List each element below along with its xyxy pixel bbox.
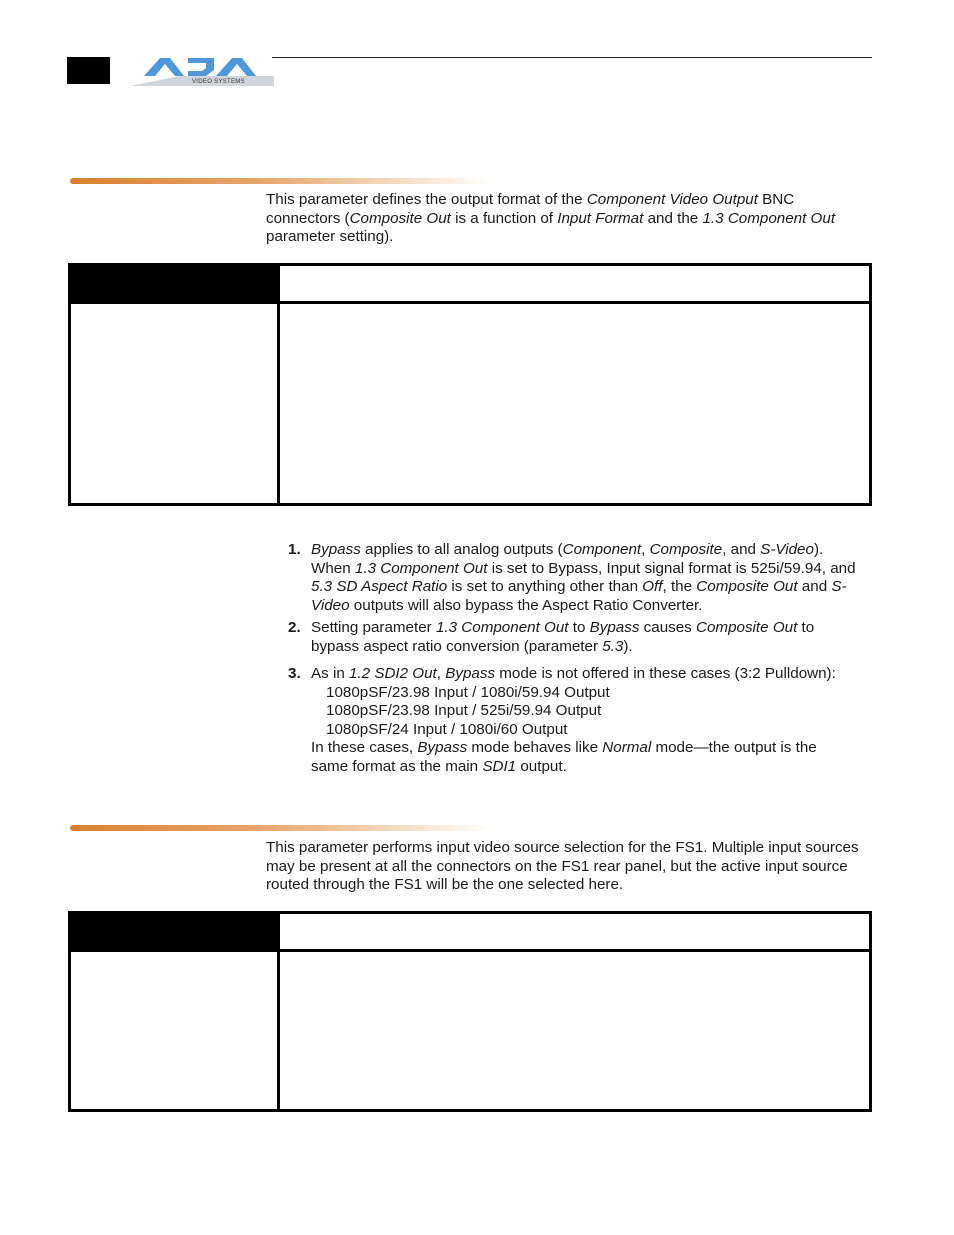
logo-subtext: VIDEO SYSTEMS bbox=[192, 79, 245, 85]
page-number-box bbox=[67, 57, 110, 84]
notes-list bbox=[288, 541, 858, 776]
section-divider-2 bbox=[70, 825, 490, 831]
case-1: 1080pSF/23.98 Input / 1080i/59.94 Output bbox=[326, 683, 610, 701]
parameter-table-2 bbox=[68, 911, 872, 1112]
table2-header-right bbox=[279, 913, 871, 951]
header-rule bbox=[272, 57, 872, 58]
note-1: 1. Bypass applies to all analog outputs (Component, Composite, and S-Video). When 1.3 Component Out is set to Bypass, Input signal format is 525i/59.94, and 5.3 SD Aspect Ratio is set to anything other than Off, the Composite Out and S-Video outputs will also bypass the Aspect Ratio Converter. bbox=[288, 541, 856, 614]
section1-intro: This parameter defines the output format of the Component Video Output BNC connectors (Composite Out is a function of Input Format and the 1.3 Component Out parameter setting). bbox=[266, 191, 836, 245]
parameter-table-1 bbox=[68, 263, 872, 506]
section-divider-1 bbox=[70, 178, 490, 184]
table2-body-right bbox=[279, 951, 871, 1111]
table1-body-left bbox=[70, 303, 279, 505]
table1-body-right bbox=[279, 303, 871, 505]
table2-body-left bbox=[70, 951, 279, 1111]
table1-header-left bbox=[70, 265, 279, 303]
note-2: 2. Setting parameter 1.3 Component Out to Bypass causes Composite Out to bypass aspect ratio conversion (parameter 5.3). bbox=[288, 619, 815, 655]
case-2: 1080pSF/23.98 Input / 525i/59.94 Output bbox=[326, 702, 602, 719]
note-3-tail: In these cases, Bypass mode behaves like Normal mode—the output is the same format as the main SDI1 output. bbox=[311, 739, 817, 775]
note-3: 3. As in 1.2 SDI2 Out, Bypass mode is not offered in these cases (3:2 Pulldown): 1080pSF/23.98 Input / 1080i/59.94 Output 1080pSF/23.98 Input / 525i/59.94 Output 1080pSF/24 Input / 1080i/60 Output In these cases, Bypass mode behaves like Normal mode—the output is the same format as the main SDI1 output. bbox=[288, 665, 858, 776]
case-3: 1080pSF/24 Input / 1080i/60 Output bbox=[326, 720, 568, 738]
aja-logo bbox=[130, 52, 274, 88]
table2-header-left bbox=[70, 913, 279, 951]
section2-intro: This parameter performs input video source selection for the FS1. Multiple input sources may be present at all the connectors on the FS1 rear panel, but the active input source routed through the FS1 will be the one selected here. bbox=[266, 839, 859, 893]
table1-header-right bbox=[279, 265, 871, 303]
